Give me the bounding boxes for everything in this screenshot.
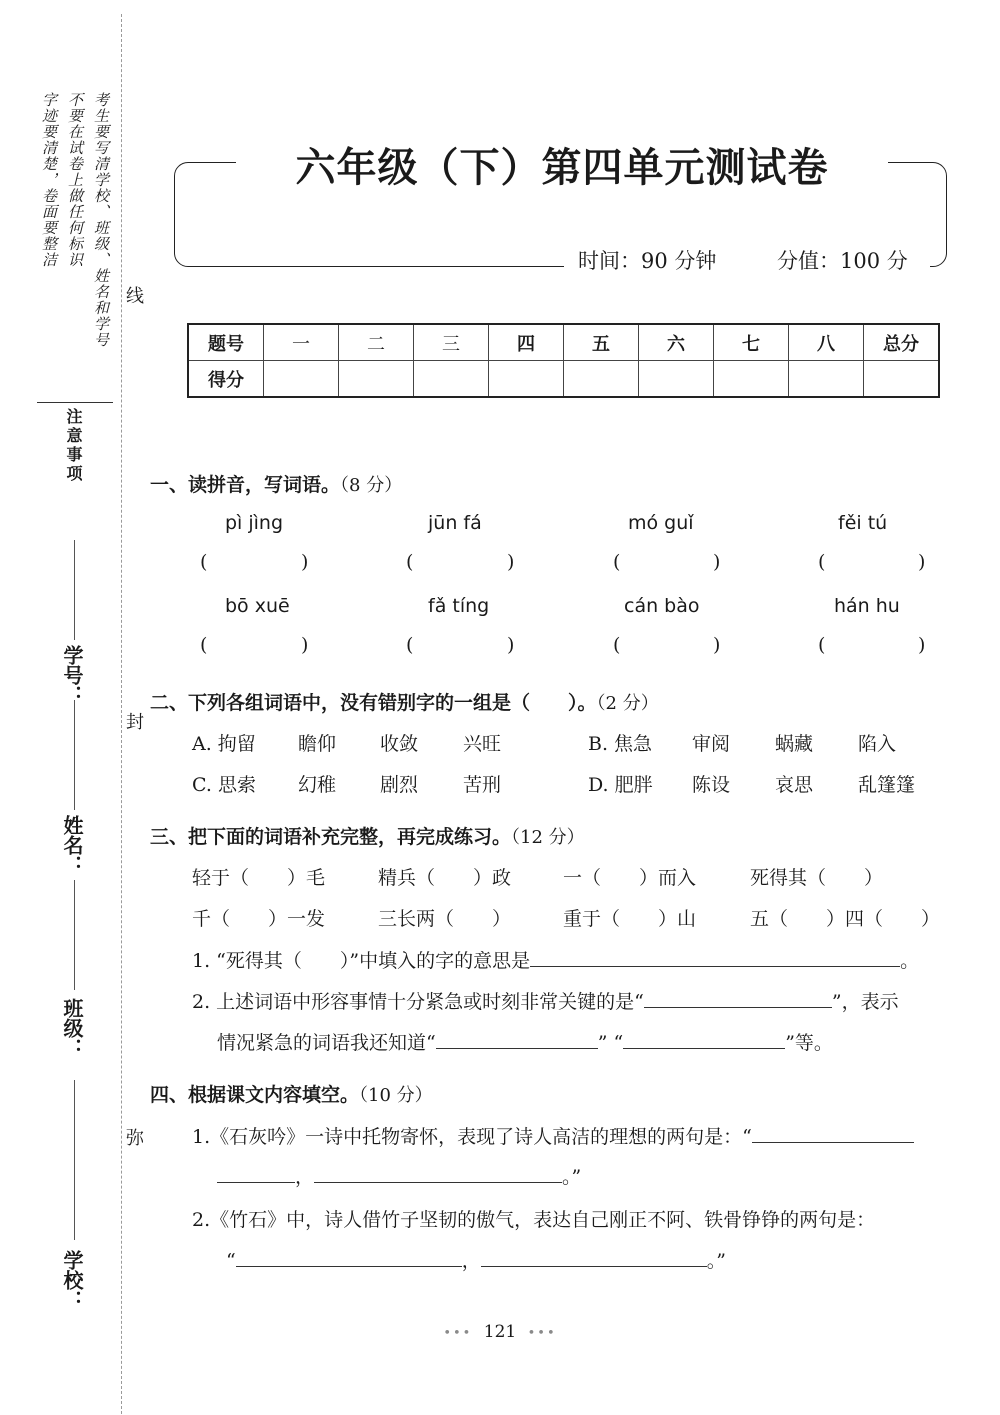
score-cell[interactable] <box>264 361 339 398</box>
exam-time: 时间：90 分钟 <box>578 249 717 273</box>
score-cell[interactable] <box>639 361 714 398</box>
table-cell: 得分 <box>188 361 264 398</box>
q2-word: 瞻仰 <box>298 733 337 755</box>
score-table <box>187 323 940 398</box>
q2-word: 幻稚 <box>298 774 337 796</box>
xuexiao-line <box>74 1080 75 1240</box>
paren-open: ( <box>200 551 208 573</box>
score-cell[interactable] <box>714 361 789 398</box>
note-line-1: 考生要写清学校、班级、姓名和学号 <box>92 92 110 348</box>
score-cell[interactable] <box>864 361 940 398</box>
q2-word: 哀思 <box>775 774 814 796</box>
q2-option-c: C. 思索 <box>192 774 256 796</box>
paren-open: ( <box>406 634 414 656</box>
field-xuehao: 学号： <box>60 645 84 705</box>
q1-heading: 一、读拼音，写词语。（8 分） <box>150 474 403 496</box>
field-xingming: 姓名： <box>60 815 84 875</box>
paren-open: ( <box>200 634 208 656</box>
paren-close: ) <box>713 551 721 573</box>
score-cell[interactable] <box>339 361 414 398</box>
answer-blank[interactable] <box>644 989 832 1008</box>
q1-pinyin: cán bào <box>624 595 700 617</box>
idiom: 重于（ ）山 <box>563 908 697 930</box>
idiom: 精兵（ ）政 <box>378 867 512 889</box>
answer-blank[interactable] <box>752 1124 914 1143</box>
idiom: 五（ ）四（ ） <box>750 908 941 930</box>
q2-word: 兴旺 <box>463 733 502 755</box>
seal-mi: 弥 <box>123 1128 144 1146</box>
score-cell[interactable] <box>789 361 864 398</box>
q2-word: 苦刑 <box>463 774 502 796</box>
note-line-2: 不要在试卷上做任何标识 <box>66 92 84 268</box>
q3-item2-cont: 情况紧急的词语我还知道“ ” “ ”等。 <box>217 1032 833 1054</box>
q4-item2: 2.《竹石》中，诗人借竹子坚韧的傲气，表达自己刚正不阿、铁骨铮铮的两句是： <box>192 1209 876 1231</box>
score-cell[interactable] <box>414 361 489 398</box>
table-cell: 七 <box>714 324 789 361</box>
paren-close: ) <box>918 551 926 573</box>
q3-heading: 三、把下面的词语补充完整，再完成练习。（12 分） <box>150 826 585 848</box>
idiom: 一（ ）而入 <box>563 867 697 889</box>
q1-pinyin: mó guǐ <box>628 512 694 534</box>
q1-pinyin: fěi tú <box>838 512 888 534</box>
score-cell[interactable] <box>564 361 639 398</box>
paren-close: ) <box>301 551 309 573</box>
table-cell: 一 <box>264 324 339 361</box>
q3-item1: 1. “死得其（ ）”中填入的字的意思是 。 <box>192 950 920 972</box>
exam-score: 分值：100 分 <box>777 249 908 273</box>
paren-close: ) <box>713 634 721 656</box>
footer-dots-right: ••• <box>527 1326 557 1341</box>
answer-blank[interactable] <box>436 1030 598 1049</box>
seal-feng: 封 <box>123 712 144 730</box>
q2-word: 蜗藏 <box>775 733 814 755</box>
notes-label: 注意事项 <box>64 408 83 484</box>
xingming-line <box>74 700 75 810</box>
idiom: 千（ ）一发 <box>192 908 326 930</box>
seal-xian: 线 <box>123 286 144 304</box>
table-row <box>188 361 939 398</box>
paren-open: ( <box>818 551 826 573</box>
q4-item1: 1.《石灰吟》一诗中托物寄怀，表现了诗人高洁的理想的两句是：“ <box>192 1122 914 1149</box>
answer-blank[interactable] <box>217 1164 295 1183</box>
xuehao-line <box>74 540 75 640</box>
field-xuexiao: 学校： <box>60 1250 84 1310</box>
table-row <box>188 324 939 361</box>
table-cell: 六 <box>639 324 714 361</box>
q3-item2: 2. 上述词语中形容事情十分紧急或时刻非常关键的是“ ”，表示 <box>192 991 899 1013</box>
footer-dots-left: ••• <box>443 1326 473 1341</box>
paren-close: ) <box>301 634 309 656</box>
answer-blank[interactable] <box>623 1030 785 1049</box>
q1-pinyin: pì jìng <box>225 512 284 534</box>
q2-option-b: B. 焦急 <box>588 733 653 755</box>
q1-pinyin: hán hu <box>834 595 900 617</box>
paren-close: ) <box>507 551 515 573</box>
q2-heading: 二、下列各组词语中，没有错别字的一组是（ ）。（2 分） <box>150 692 659 714</box>
q2-word: 乱篷篷 <box>858 774 916 796</box>
q2-word: 剧烈 <box>380 774 419 796</box>
answer-blank[interactable] <box>314 1164 562 1183</box>
table-cell: 总分 <box>864 324 940 361</box>
table-cell: 题号 <box>188 324 264 361</box>
answer-blank[interactable] <box>530 948 900 967</box>
answer-blank[interactable] <box>481 1248 707 1267</box>
q2-word: 陷入 <box>858 733 897 755</box>
note-line-3: 字迹要清楚，卷面要整洁 <box>40 92 58 268</box>
page-number: 121 <box>483 1322 517 1342</box>
q2-word: 收敛 <box>380 733 419 755</box>
banji-line <box>74 880 75 990</box>
table-cell: 五 <box>564 324 639 361</box>
idiom: 三长两（ ） <box>378 908 512 930</box>
paren-open: ( <box>818 634 826 656</box>
notes-divider <box>37 402 113 403</box>
table-cell: 八 <box>789 324 864 361</box>
paren-close: ) <box>507 634 515 656</box>
q1-pinyin: bō xuē <box>225 595 290 617</box>
q4-item1-cont: ， 。” <box>217 1162 581 1189</box>
paren-open: ( <box>613 634 621 656</box>
idiom: 轻于（ ）毛 <box>192 867 326 889</box>
q2-word: 陈设 <box>692 774 731 796</box>
paren-open: ( <box>613 551 621 573</box>
q1-pinyin: fǎ tíng <box>428 595 490 617</box>
table-cell: 三 <box>414 324 489 361</box>
paren-open: ( <box>406 551 414 573</box>
paren-close: ) <box>918 634 926 656</box>
q2-option-d: D. 肥胖 <box>588 774 653 796</box>
q1-pinyin: jūn fá <box>428 512 482 534</box>
q2-option-a: A. 拘留 <box>192 733 256 755</box>
q2-word: 审阅 <box>692 733 731 755</box>
q4-heading: 四、根据课文内容填空。（10 分） <box>150 1084 433 1106</box>
answer-blank[interactable] <box>236 1248 462 1267</box>
table-cell: 四 <box>489 324 564 361</box>
page-footer <box>0 1322 1000 1342</box>
page-title: 六年级（下）第四单元测试卷 <box>295 145 829 191</box>
q4-item2-cont: “ ， 。” <box>226 1250 726 1272</box>
score-cell[interactable] <box>489 361 564 398</box>
exam-notes <box>36 92 114 348</box>
field-banji: 班级： <box>60 998 84 1058</box>
idiom: 死得其（ ） <box>750 867 884 889</box>
table-cell: 二 <box>339 324 414 361</box>
